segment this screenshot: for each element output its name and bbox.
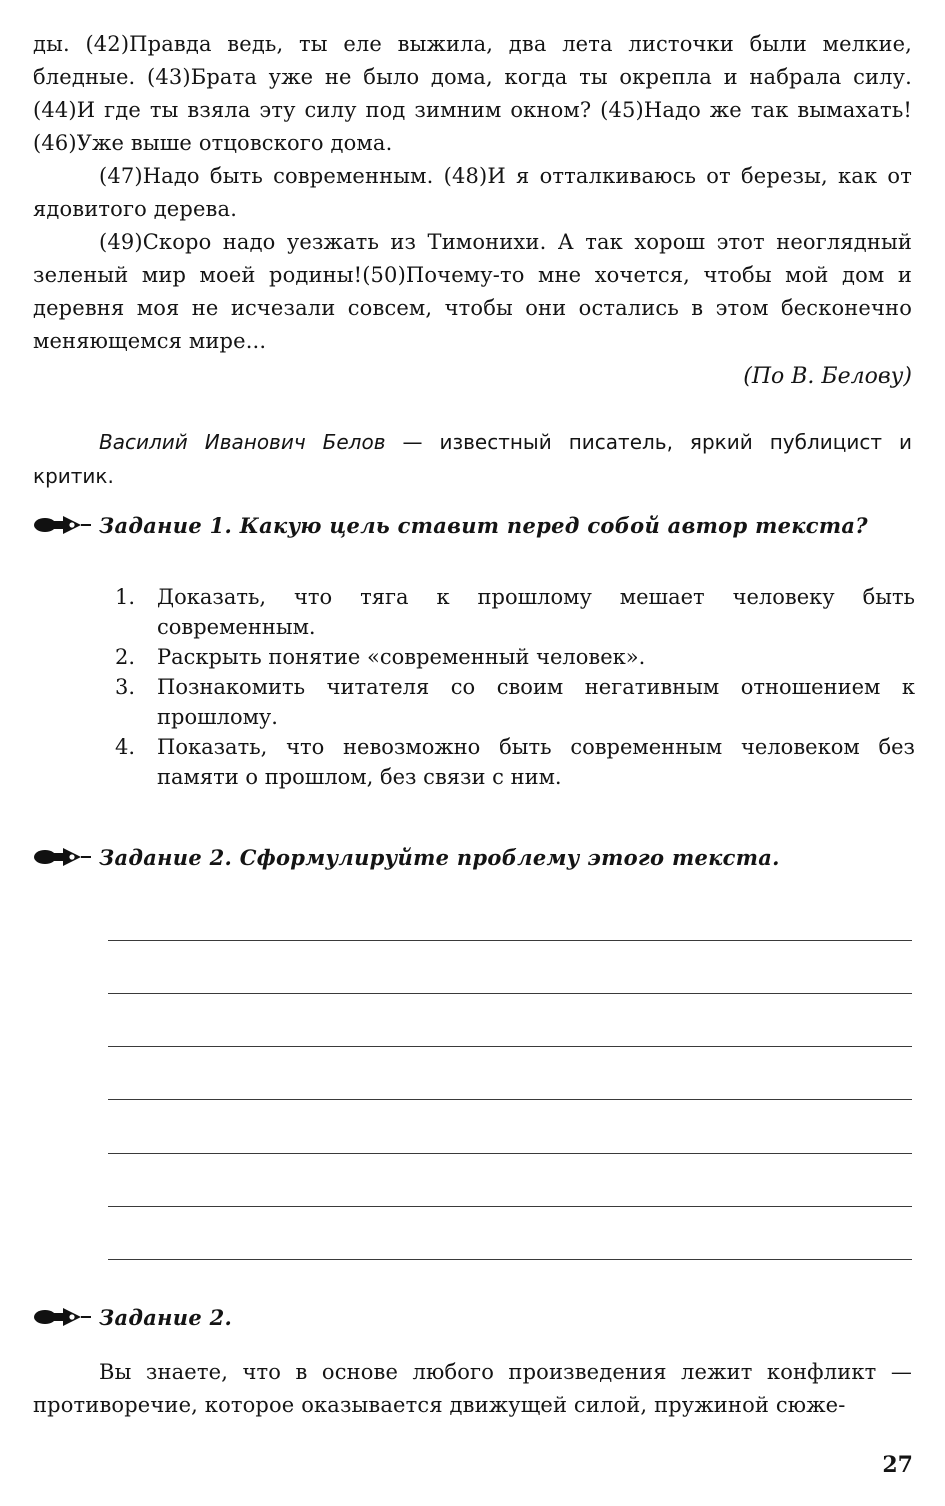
story-paragraph-1: ды. (42)Правда ведь, ты еле выжила, два лета листочки были мелкие, бледные. (43)Брата уже не было дома, когда ты окрепла и набрала силу. (44)И где ты взяла эту силу под зимним окном? (45)Надо же так вымахать! (46)Уже выше отцовского дома. [33,32,912,155]
option-4 [115,732,915,792]
option-number: 1. [115,585,136,609]
author-description: — известный писатель, яркий публицист и критик. [33,430,912,488]
answer-line[interactable] [108,1046,912,1047]
author-note [33,425,912,493]
task-2-title: Задание 2. Сформулируйте проблему этого текста. [99,844,780,870]
option-2 [115,642,915,672]
pen-nib-icon [33,514,99,536]
source-attribution: (По В. Белову) [743,364,912,389]
task-3-title: Задание 2. [99,1304,233,1330]
story-paragraph-3: (49)Скоро надо уезжать из Тимонихи. А так хорош этот неоглядный зеленый мир моей родины!(50)Почему-то мне хочется, чтобы мой дом и деревня моя не исчезали совсем, чтобы они остались в этом бесконечно меняющемся мире... [33,230,912,353]
pen-nib-icon [33,1306,99,1328]
answer-line[interactable] [108,1206,912,1207]
option-number: 3. [115,675,136,699]
option-text: Доказать, что тяга к прошлому мешает человеку быть современным. [157,585,915,639]
option-number: 4. [115,735,136,759]
author-name: Василий Иванович Белов [99,430,386,454]
option-1 [115,582,915,642]
option-text: Раскрыть понятие «современный человек». [157,645,646,669]
answer-line[interactable] [108,940,912,941]
story-paragraph-2: (47)Надо быть современным. (48)И я отталкиваюсь от березы, как от ядовитого дерева. [33,164,912,221]
option-text: Показать, что невозможно быть современным человеком без памяти о прошлом, без связи с ним. [157,735,915,789]
task-3-heading [33,1300,232,1334]
answer-line[interactable] [108,1099,912,1100]
option-3 [115,672,915,732]
option-number: 2. [115,645,136,669]
page-number: 27 [882,1452,913,1478]
answer-line[interactable] [108,993,912,994]
option-text: Познакомить читателя со своим негативным отношением к прошлому. [157,675,915,729]
task-1-title: Задание 1. Какую цель ставит перед собой автор текста? [99,512,868,538]
answer-line[interactable] [108,1153,912,1154]
task-3-text: Вы знаете, что в основе любого произведения лежит конфликт — противоречие, которое оказывается движущей силой, пружиной сюже- [33,1360,912,1417]
task-2-heading [33,840,780,874]
task-1-heading [33,508,868,542]
pen-nib-icon [33,846,99,868]
task-1-options [115,582,915,792]
answer-line[interactable] [108,1259,912,1260]
